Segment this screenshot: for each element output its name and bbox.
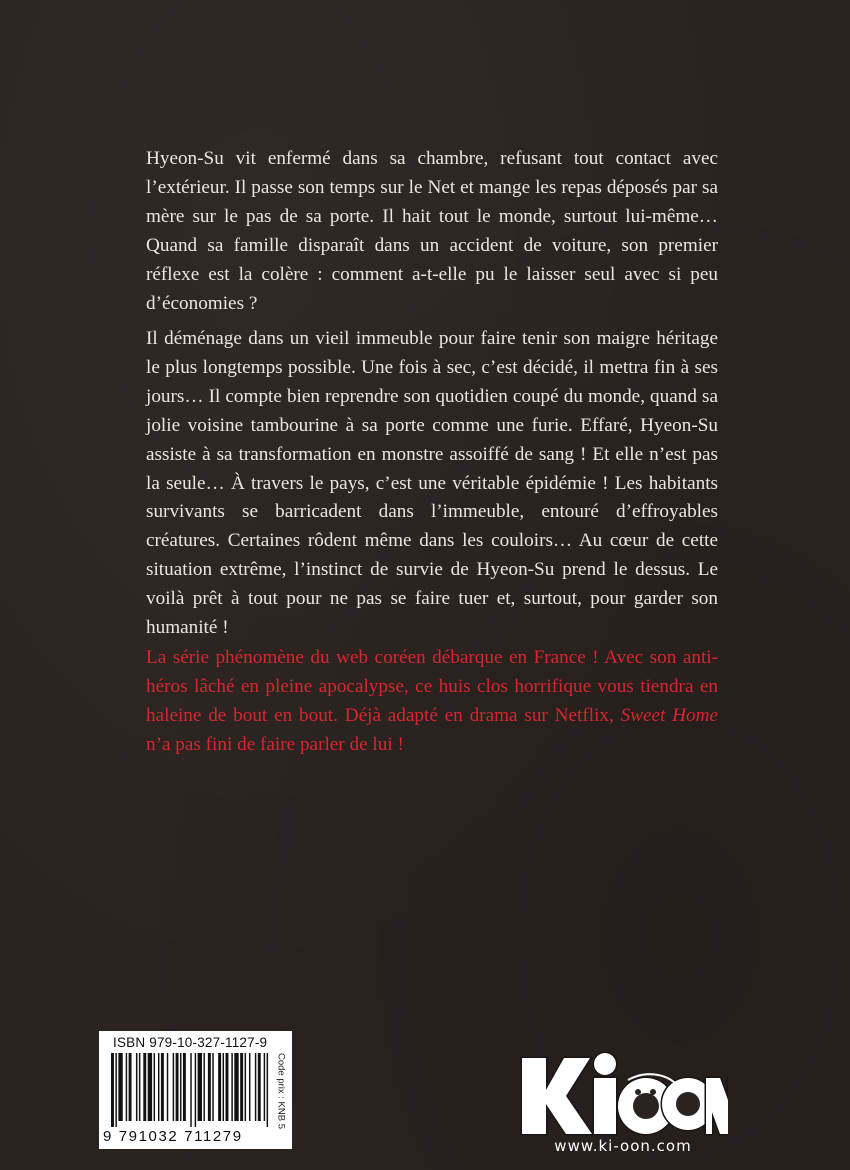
barcode-bar xyxy=(148,1053,152,1121)
barcode-bar xyxy=(212,1053,213,1121)
price-code-text: Code prix : KNB 5 xyxy=(275,1052,287,1130)
barcode-bar xyxy=(126,1053,127,1121)
barcode-bar xyxy=(167,1053,168,1121)
publisher-logo xyxy=(516,1040,728,1150)
barcode-bar xyxy=(267,1053,268,1127)
barcode-bar xyxy=(180,1053,181,1121)
barcode-bar xyxy=(198,1053,202,1121)
barcode-bar xyxy=(258,1053,261,1121)
promo-text: La série phénomène du web coréen débarque en France ! Avec son anti-héros lâché en pleine apocalypse, ce huis clos horrifique vous tiendra en haleine de bout en bout. Déjà adapté en drama sur Netflix, xyxy=(146,647,718,726)
synopsis-paragraph-1: Hyeon-Su vit enfermé dans sa chambre, refusant tout contact avec l’extérieur. Il passe son temps sur le Net et mange les repas déposés par sa mère sur le pas de sa porte. Il hait tout le monde, surtout lui-même… Quand sa famille disparaît dans un accident de voiture, son premier réflexe est la colère : comment a-t-elle pu le laisser seul avec si peu d’économies ? xyxy=(146,148,718,314)
barcode-bar xyxy=(176,1053,179,1121)
barcode-bar xyxy=(136,1053,137,1121)
barcode-bar xyxy=(143,1053,146,1121)
barcode-bar xyxy=(173,1053,174,1121)
barcode-bar xyxy=(183,1053,186,1121)
barcode-bar xyxy=(129,1053,132,1121)
barcode-bar xyxy=(115,1053,116,1127)
barcode-bar xyxy=(158,1053,159,1121)
barcode-bar xyxy=(111,1053,114,1127)
barcode-bar xyxy=(226,1053,229,1121)
barcode-bar xyxy=(231,1053,232,1121)
series-title: Sweet Home xyxy=(620,704,718,726)
barcode-bar xyxy=(234,1053,238,1121)
barcode-bar xyxy=(190,1053,191,1127)
barcode-bar xyxy=(245,1053,246,1121)
barcode-bar xyxy=(154,1053,155,1121)
barcode-bar xyxy=(203,1053,204,1121)
promo-tail: n’a pas fini de faire parler de lui ! xyxy=(146,733,404,755)
barcode-label xyxy=(99,1031,292,1149)
barcode-bar xyxy=(118,1053,122,1121)
barcode-bar xyxy=(218,1053,221,1121)
barcode-bar xyxy=(161,1053,164,1121)
barcode-bar xyxy=(264,1053,265,1121)
price-code xyxy=(273,1037,289,1145)
barcode-bar xyxy=(240,1053,243,1121)
publisher-url: www.ki-oon.com xyxy=(554,1137,692,1155)
barcode-bar xyxy=(139,1053,140,1121)
synopsis-paragraph-2: Il déménage dans un vieil immeuble pour faire tenir son maigre héritage le plus longtemps possible. Une fois à sec, c’est décidé, il mettra fin à ses jours… Il compte bien reprendre son quotidien coupé du monde, quand sa jolie voisine tambourine à sa porte comme une furie. Effaré, Hyeon-Su assiste à sa transformation en monstre assoiffé de sang ! Et elle n’est pas la seule… À travers le pays, c’est une véritable épidémie ! Les habitants survivants se barricadent dans l’immeuble, entouré d’effroyables créatures. Certaines rôdent même dans les couloirs… Au cœur de cette situation extrême, l’instinct de survie de Hyeon-Su prend le dessus. Le voilà prêt à tout pour ne pas se faire tuer et, surtout, pour garder son humanité ! xyxy=(146,328,718,639)
barcode-bar xyxy=(223,1053,224,1121)
barcode-bar xyxy=(195,1053,196,1127)
promo-paragraph xyxy=(146,644,718,760)
barcode-bar xyxy=(208,1053,211,1121)
barcode-bars xyxy=(111,1053,271,1127)
isbn-number: ISBN 979-10-327-1127-9 xyxy=(113,1035,268,1050)
barcode-bar xyxy=(255,1053,256,1121)
barcode-digits: 9 791032 711279 xyxy=(103,1128,243,1145)
barcode-bar xyxy=(249,1053,250,1121)
